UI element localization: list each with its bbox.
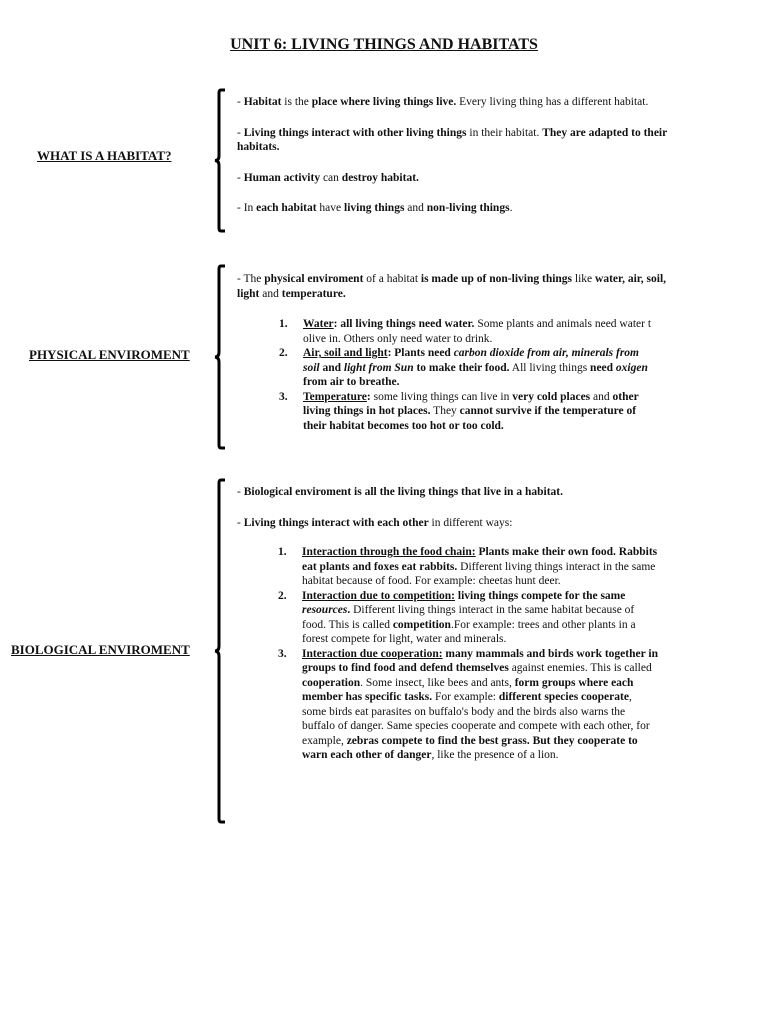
text-run: - (237, 486, 244, 498)
text-run: All living things (509, 361, 591, 374)
text-run: form groups where each member has specific tasks. (302, 676, 634, 703)
text-run: . Some insect, like bees and ants, (360, 676, 515, 689)
paragraph (237, 126, 667, 155)
text-run: physical enviroment (264, 273, 364, 285)
text-run: Living things interact with each other (243, 516, 429, 529)
text-run: Plants make their own food. Rabbits eat plants and foxes eat rabbits. (302, 546, 658, 573)
paragraph (237, 95, 667, 110)
text-run: oxigen (615, 361, 648, 374)
text-run: Water (303, 318, 334, 330)
text-run: - (237, 126, 244, 139)
page-title: UNIT 6: LIVING THINGS AND HABITATS (230, 36, 538, 53)
paragraph (237, 272, 667, 301)
text-run: and (404, 202, 427, 214)
text-run: : Plants need (387, 347, 454, 359)
section-label-physical: PHYSICAL ENVIROMENT (29, 347, 190, 362)
text-run: resources (302, 604, 348, 616)
text-run: They (430, 405, 460, 417)
text-run: each habitat (256, 202, 317, 214)
list-item (279, 390, 655, 434)
brace-biological (214, 478, 228, 824)
paragraph (237, 201, 667, 216)
list-number: 1. (279, 318, 288, 330)
text-run: living things (344, 202, 405, 214)
text-run: is made up of non-living things (420, 273, 573, 285)
text-run: competition (392, 618, 451, 631)
text-run: and (590, 390, 613, 403)
text-run: destroy habitat. (341, 171, 419, 184)
text-run: Living things interact with other living things (243, 126, 467, 139)
text-run: have (316, 202, 345, 214)
text-run: Interaction due to competition: (302, 589, 455, 602)
text-run: - (237, 96, 244, 108)
text-run: Interaction through the food chain: (302, 546, 476, 558)
text-run: Habitat (243, 96, 282, 108)
list-number: 3. (278, 647, 287, 660)
biological-list (278, 545, 658, 763)
text-run: can (320, 171, 342, 184)
text-run: - (237, 516, 244, 529)
text-run: some living things can live in (370, 390, 513, 403)
text-run: . (509, 202, 513, 214)
text-run: water, air, soil, light (237, 273, 667, 300)
text-run: living things compete for the same (455, 589, 626, 602)
list-number: 1. (278, 546, 287, 558)
text-run: : (366, 390, 371, 403)
text-run: - In (237, 202, 257, 214)
text-run: .For example: trees and other plants in a forest compete for light, water and minerals. (302, 618, 636, 645)
text-run: temperature. (281, 287, 346, 300)
text-run: in their habitat. (466, 126, 543, 139)
text-run: need (590, 361, 616, 374)
text-run: against enemies. This is called (508, 662, 652, 674)
list-number: 3. (279, 390, 288, 403)
text-run: For example: (432, 691, 499, 703)
text-run: . (347, 604, 351, 616)
text-run: in different ways: (428, 516, 513, 529)
list-item (279, 317, 655, 346)
text-run: place where living things live. (311, 96, 457, 108)
habitat-text-block (237, 95, 667, 216)
text-run: Some plants and animals need water t olive in. Others only need water to drink. (303, 318, 652, 345)
physical-text-block (237, 272, 667, 301)
brace-habitat (214, 88, 228, 233)
physical-list (279, 317, 655, 433)
text-run: light from Sun (343, 361, 414, 374)
text-run: of a habitat (363, 273, 421, 285)
text-run: very cold places (512, 390, 591, 403)
text-run: Every living thing has a different habitat. (456, 96, 649, 108)
text-run: - (237, 171, 244, 184)
paragraph (237, 485, 667, 500)
text-run: and (259, 287, 282, 300)
text-run: to make their food. (413, 361, 510, 374)
list-item (278, 545, 658, 589)
list-number: 2. (279, 347, 288, 359)
list-item (279, 346, 655, 390)
text-run: : all living things need water. (333, 318, 475, 330)
text-run: Different living things interact in the same habitat because of food. For example: cheetas hunt deer. (302, 560, 656, 587)
text-run: cannot survive if the temperature of their habitat becomes too hot or too cold. (303, 405, 637, 432)
paragraph (237, 516, 667, 531)
text-run: many mammals and birds work together in groups to find food and defend themselves (302, 647, 658, 674)
text-run: other living things in hot places. (303, 390, 639, 417)
text-run: is the (281, 96, 312, 108)
text-run: cooperation (302, 676, 361, 689)
biological-text-block (237, 485, 667, 530)
text-run: non-living things (426, 202, 510, 214)
text-run: , like the presence of a lion. (431, 749, 559, 761)
list-item (278, 589, 658, 647)
text-run: Interaction due cooperation: (302, 647, 443, 660)
section-label-habitat: WHAT IS A HABITAT? (37, 148, 172, 163)
list-item (278, 647, 658, 763)
text-run: Different living things interact in the same habitat because of food. This is called (302, 604, 635, 631)
brace-physical (214, 264, 228, 450)
text-run: and (319, 361, 344, 374)
text-run: Temperature (303, 390, 367, 403)
text-run: - The (237, 273, 265, 285)
section-label-biological: BIOLOGICAL ENVIROMENT (11, 642, 190, 657)
text-run: Human activity (243, 171, 321, 184)
text-run: They are adapted to their habitats. (237, 126, 668, 153)
text-run: zebras compete to find the best grass. But they cooperate to warn each other of danger (302, 734, 638, 761)
text-run: from air to breathe. (303, 376, 400, 388)
text-run: different species cooperate (498, 691, 629, 703)
list-number: 2. (278, 589, 287, 602)
text-run: Biological enviroment is all the living things that live in a habitat. (243, 486, 563, 498)
paragraph (237, 171, 667, 186)
text-run: , some birds eat parasites on buffalo's body and the birds also warns the buffalo of danger. Same species cooperate and compete with each other, for example, (302, 691, 650, 747)
text-run: carbon dioxide from air, minerals from soil (303, 347, 639, 374)
text-run: Air, soil and light (303, 347, 388, 359)
text-run: like (572, 273, 596, 285)
